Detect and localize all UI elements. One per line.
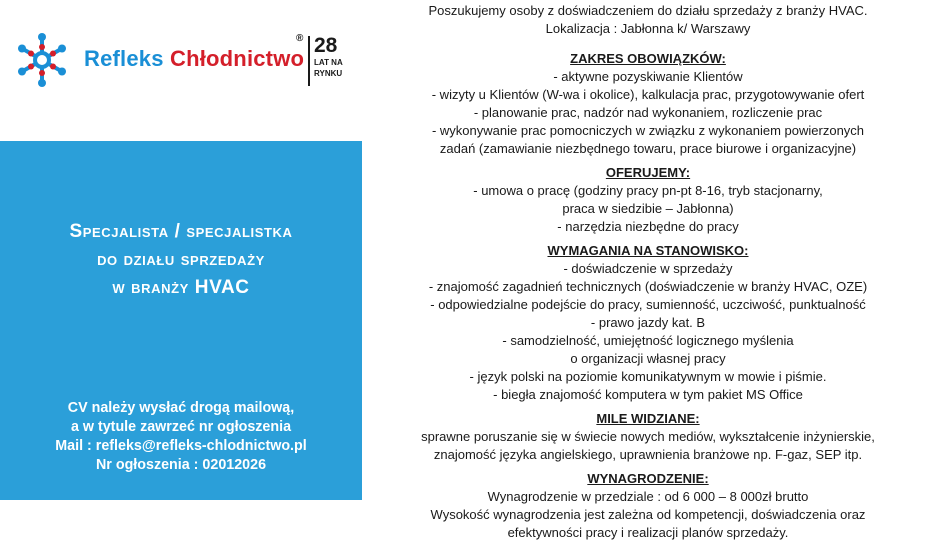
job-details xyxy=(368,0,928,542)
section-heading-offer: OFERUJEMY: xyxy=(605,165,691,180)
requirements-item: - biegła znajomość komputera w tym pakiet MS Office xyxy=(493,387,803,402)
offer-item: praca w siedzibie – Jabłonna) xyxy=(562,201,734,216)
duties-item: - wizyty u Klientów (W-wa i okolice), kalkulacja prac, przygotowywanie ofert xyxy=(431,87,865,102)
duties-item: - wykonywanie prac pomocniczych w związku z wykonaniem powierzonych xyxy=(431,123,865,138)
requirements-item: - doświadczenie w sprzedaży xyxy=(563,261,733,276)
contact-info xyxy=(0,399,362,475)
job-title-line: w branży HVAC xyxy=(112,277,250,298)
offer-item: - umowa o pracę (godziny pracy pn-pt 8-16, tryb stacjonarny, xyxy=(473,183,823,198)
duties-item: zadań (zamawianie niezbędnego towaru, prace biurowe i organizacyjne) xyxy=(439,141,857,156)
requirements-item: o organizacji własnej pracy xyxy=(570,351,726,366)
salary-item: Wynagrodzenie w przedziale : od 6 000 – 8 000zł brutto xyxy=(487,489,809,504)
section-heading-requirements: WYMAGANIA NA STANOWISKO: xyxy=(547,243,749,258)
left-column xyxy=(0,0,362,500)
intro-line: Lokalizacja : Jabłonna k/ Warszawy xyxy=(545,21,751,36)
contact-line: CV należy wysłać drogą mailową, xyxy=(67,400,295,416)
section-heading-salary: WYNAGRODZENIE: xyxy=(587,471,709,486)
contact-line: a w tytule zawrzeć nr ogłoszenia xyxy=(70,419,292,435)
nice-to-have-item: sprawne poruszanie się w świecie nowych mediów, wykształcenie inżynierskie, xyxy=(421,429,875,444)
nice-to-have-item: znajomość języka angielskiego, uprawnienia branżowe np. F-gaz, SEP itp. xyxy=(433,447,863,462)
brand-name xyxy=(84,46,304,72)
contact-email[interactable]: Mail : refleks@refleks-chlodnictwo.pl xyxy=(55,438,307,454)
requirements-item: - prawo jazdy kat. B xyxy=(590,315,706,330)
years-number: 28 xyxy=(314,34,338,57)
requirements-item: - znajomość zagadnień technicznych (doświadczenie w branży HVAC, OZE) xyxy=(428,279,868,294)
company-logo xyxy=(14,30,359,92)
registered-mark: ® xyxy=(296,33,304,44)
requirements-item: - samodzielność, umiejętność logicznego myślenia xyxy=(502,333,794,348)
years-line1: LAT NA xyxy=(314,58,343,67)
brand-second: Chłodnictwo xyxy=(169,46,305,71)
salary-item: efektywności pracy i realizacji planów sprzedaży. xyxy=(507,525,789,540)
intro-line: Poszukujemy osoby z doświadczeniem do działu sprzedaży z branży HVAC. xyxy=(428,3,868,18)
requirements-item: - język polski na poziomie komunikatywnym w mowie i piśmie. xyxy=(469,369,827,384)
job-title-line: do działu sprzedaży xyxy=(97,249,265,270)
section-heading-nice-to-have: MILE WIDZIANE: xyxy=(596,411,700,426)
offer-number: Nr ogłoszenia : 02012026 xyxy=(95,457,267,473)
duties-item: - aktywne pozyskiwanie Klientów xyxy=(553,69,743,84)
years-badge xyxy=(308,36,358,86)
job-title xyxy=(0,218,362,302)
years-line2: RYNKU xyxy=(314,69,343,78)
job-title-panel xyxy=(0,141,362,500)
section-heading-duties: ZAKRES OBOWIĄZKÓW: xyxy=(570,51,726,66)
requirements-item: - odpowiedzialne podejście do pracy, sumienność, uczciwość, punktualność xyxy=(430,297,866,312)
offer-item: - narzędzia niezbędne do pracy xyxy=(557,219,739,234)
duties-item: - planowanie prac, nadzór nad wykonaniem, rozliczenie prac xyxy=(473,105,823,120)
salary-item: Wysokość wynagrodzenia jest zależna od kompetencji, doświadczenia oraz xyxy=(430,507,866,522)
brand-first: Refleks xyxy=(84,46,164,71)
job-title-line: Specjalista / specjalistka xyxy=(69,221,293,242)
snowflake-icon xyxy=(14,32,70,88)
